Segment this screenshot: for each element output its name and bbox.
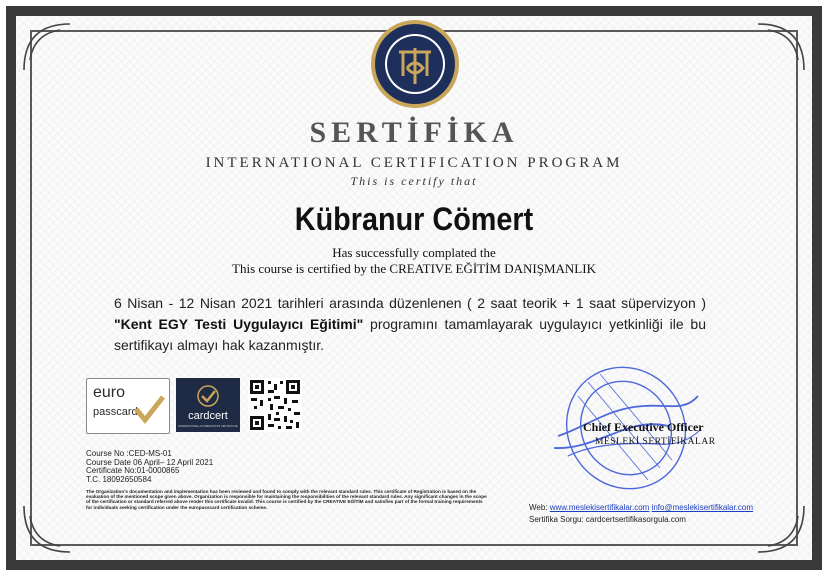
- course-info: [86, 450, 213, 484]
- tc-number: T.C. 18092650584: [86, 474, 152, 484]
- certificate-no: Certificate No:01-0000865: [86, 466, 180, 476]
- completion-line: Has successfully complated the: [332, 245, 496, 260]
- checkmark-icon: [133, 393, 165, 425]
- course-title: "Kent EGY Testi Uygulayıcı Eğitimi": [114, 316, 364, 332]
- euro-text: euro: [93, 384, 126, 401]
- verification-footer: [529, 515, 686, 524]
- description-post: programını tamamlayarak uygulayıcı yetkinliği ile bu sertifikayı almayı hak kazanmıştır.: [114, 316, 706, 353]
- signatory-title: Chief Executive Officer: [583, 420, 704, 434]
- cardcert-check-icon: [194, 384, 222, 408]
- recipient-name: Kübranur Cömert: [294, 201, 534, 237]
- web-label: Web:: [529, 503, 550, 512]
- signatory-company: MESLEKİ SERTİFİKALAR: [595, 437, 716, 447]
- europasscard-logo: [86, 378, 170, 434]
- cardcert-small-text: INTERNATIONAL ACCREDITATION CERTIFICATE: [178, 425, 238, 428]
- website-link[interactable]: www.meslekisertifikalar.com: [549, 503, 650, 512]
- course-no: Course No :CED-MS-01: [86, 449, 172, 458]
- course-description: [114, 293, 706, 356]
- email-link[interactable]: info@meslekisertifikalar.com: [651, 503, 754, 512]
- legal-notice: The Organization's documentation and implementation has been reviewed and found to comply with the relevant standard rules. This certificate of Registration is based on the evaluation of the mentioned scope given above. Organization is responsible for maintaining the responsibilities of the relevant standard rules. Any significant changes in the scope of the certification or standard referred above render this certificate invalid. This course is certified by the CREATIVE EĞİTİM and satisfies part of the formal training requirements for individuals seeking certification under the europasscard certification scheme.: [86, 489, 487, 510]
- cardcert-text: cardcert: [188, 410, 228, 422]
- certificate-tagline: This is certify that: [350, 174, 478, 188]
- description-pre: 6 Nisan - 12 Nisan 2021 tarihleri arasında düzenlenen ( 2 saat teorik + 1 saat süpervizyon ): [114, 295, 706, 311]
- cardcert-logo: [176, 378, 240, 432]
- seal-emblem-icon: [369, 18, 461, 110]
- sorgu-value: cardcertsertifikasorgula.com: [585, 515, 686, 524]
- passcard-text: passcard: [93, 406, 138, 418]
- web-footer: [529, 503, 753, 512]
- course-date: Course Date 06 April– 12 April 2021: [86, 457, 214, 467]
- certified-by-line: This course is certified by the CREATIVE EĞİTİM DANIŞMANLIK: [232, 261, 596, 276]
- certificate-title: SERTİFİKA: [309, 116, 519, 149]
- certificate-subtitle: INTERNATIONAL CERTIFICATION PROGRAM: [205, 155, 623, 171]
- qr-code-icon: [248, 378, 302, 432]
- sorgu-label: Sertifika Sorgu:: [529, 515, 586, 524]
